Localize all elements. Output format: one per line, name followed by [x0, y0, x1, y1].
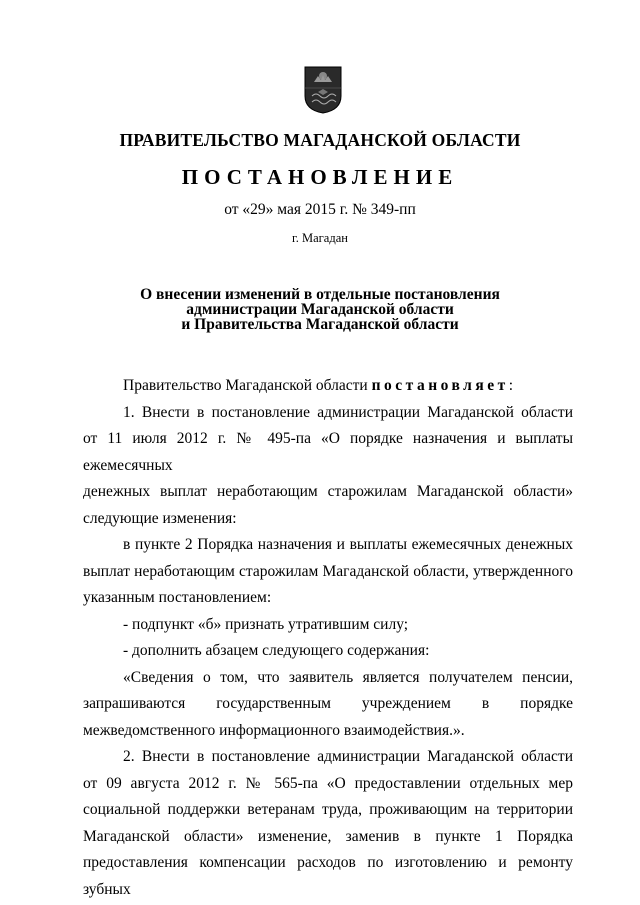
paragraph-line: 1. Внести в постановление администрации Магаданской области	[123, 403, 573, 421]
paragraph-line: от 11 июля 2012 г. № 495-па «О порядке назначения и выплаты ежемесячных	[83, 430, 573, 474]
paragraph-line: следующие изменения:	[83, 509, 237, 527]
paragraph-line: денежных выплат неработающим старожилам Магаданской области»	[83, 483, 573, 500]
subject-line: и Правительства Магаданской области	[181, 316, 459, 333]
paragraph-line: от 09 августа 2012 г. № 565-па «О предоставлении отдельных мер	[83, 774, 573, 792]
item-1-point-paragraph	[83, 532, 573, 612]
item-2-paragraph	[83, 744, 573, 903]
preamble	[83, 373, 573, 400]
coat-of-arms-emblem-icon	[304, 66, 342, 114]
preamble-colon: :	[508, 377, 514, 394]
subject-line: администрации Магаданской области	[186, 301, 454, 318]
paragraph-line: запрашиваются государственным учреждением в порядке	[83, 695, 573, 712]
subject-line: О внесении изменений в отдельные постановления	[140, 286, 500, 303]
paragraph-line: предоставления компенсации расходов по изготовлению и ремонту зубных	[83, 854, 573, 898]
item-1-paragraph	[83, 400, 573, 533]
paragraph-line: в пункте 2 Порядка назначения и выплаты ежемесячных денежных	[123, 536, 573, 553]
document-body	[83, 373, 573, 903]
paragraph-line: социальной поддержки ветеранам труда, проживающим на территории	[83, 801, 573, 818]
paragraph-line: указанным постановлением:	[83, 589, 272, 606]
government-title: ПРАВИТЕЛЬСТВО МАГАДАНСКОЙ ОБЛАСТИ	[119, 130, 521, 150]
preamble-verb: постановляет	[371, 377, 509, 394]
document-date-number: от «29» мая 2015 г. № 349-пп	[224, 201, 416, 218]
preamble-text: Правительство Магаданской области	[123, 377, 368, 394]
document-type: ПОСТАНОВЛЕНИЕ	[181, 165, 459, 189]
item-1-subpoint-1: - подпункт «б» признать утратившим силу;	[123, 615, 409, 633]
document-subject	[0, 287, 640, 332]
paragraph-line: «Сведения о том, что заявитель является получателем пенсии,	[123, 668, 573, 686]
paragraph-line: выплат неработающим старожилам Магаданской области, утвержденного	[83, 562, 573, 580]
paragraph-line: 2. Внести в постановление администрации Магаданской области	[123, 748, 573, 765]
document-city: г. Магадан	[292, 231, 348, 245]
item-1-subpoint-2: - дополнить абзацем следующего содержания:	[123, 642, 430, 659]
paragraph-line: Магаданской области» изменение, заменив в пункте 1 Порядка	[83, 827, 573, 845]
item-1-quote-paragraph	[83, 665, 573, 745]
paragraph-line: межведомственного информационного взаимодействия.».	[83, 721, 465, 739]
